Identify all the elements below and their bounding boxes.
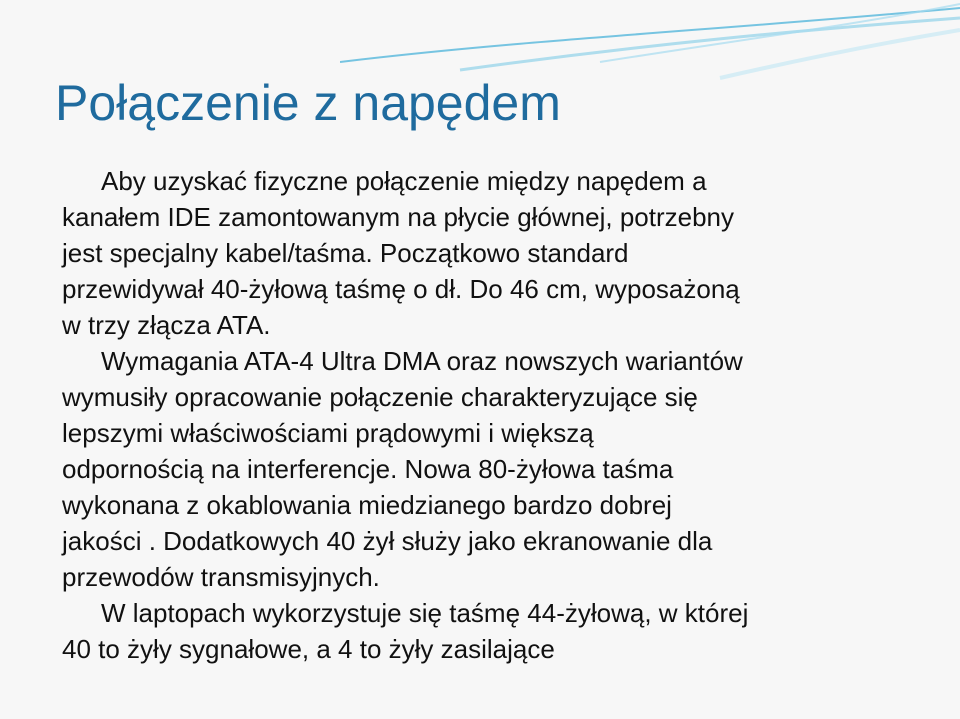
text-line: wykonana z okablowania miedzianego bardzo dobrej bbox=[62, 490, 672, 520]
decorative-wave-lines bbox=[340, 0, 960, 80]
text-line: lepszymi właściwościami prądowymi i większą bbox=[62, 418, 594, 448]
text-line: w trzy złącza ATA. bbox=[62, 310, 271, 340]
text-line: W laptopach wykorzystuje się taśmę 44-żyłową, w której bbox=[101, 598, 749, 628]
text-line: kanałem IDE zamontowanym na płycie głównej, potrzebny bbox=[62, 202, 735, 232]
text-line: Wymagania ATA-4 Ultra DMA oraz nowszych wariantów bbox=[101, 346, 743, 376]
text-line: jest specjalny kabel/taśma. Początkowo standard bbox=[62, 238, 629, 268]
paragraph-2 bbox=[62, 343, 942, 595]
text-line: Aby uzyskać fizyczne połączenie między napędem a bbox=[101, 166, 707, 196]
paragraph-3 bbox=[62, 595, 942, 667]
text-line: wymusiły opracowanie połączenie charakteryzujące się bbox=[62, 382, 698, 412]
text-line: jakości . Dodatkowych 40 żył służy jako ekranowanie dla bbox=[62, 526, 713, 556]
text-line: przewodów transmisyjnych. bbox=[62, 562, 380, 592]
text-line: odpornością na interferencje. Nowa 80-żyłowa taśma bbox=[62, 454, 674, 484]
slide-title: Połączenie z napędem bbox=[55, 75, 561, 131]
text-line: 40 to żyły sygnałowe, a 4 to żyły zasilające bbox=[62, 634, 555, 664]
paragraph-1 bbox=[62, 163, 942, 343]
slide-body bbox=[62, 163, 942, 667]
text-line: przewidywał 40-żyłową taśmę o dł. Do 46 cm, wyposażoną bbox=[62, 274, 740, 304]
